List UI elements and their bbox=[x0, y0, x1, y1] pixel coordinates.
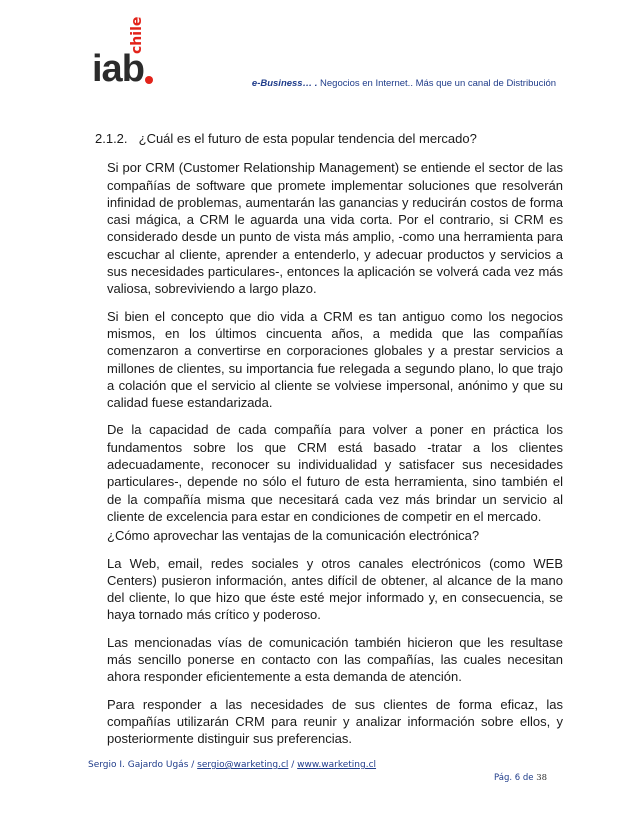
logo-text: iab bbox=[92, 48, 144, 90]
paragraph: Si por CRM (Customer Relationship Management) se entiende el sector de las compañías de software que promete implementar soluciones que resolverán infinidad de problemas, aumentarán las ganancias y reducirán costos de forma casi mágica, a CRM le aguarda una vida corta. Por el contrario, si CRM es considerado desde un punto de vista más amplio, -como una herramienta para escuchar al cliente, aprender a entenderlo, y adecuar productos y servicios a sus necesidades particulares-, entonces la aplicación se volverá cada vez más valiosa, sobreviviendo a largo plazo. bbox=[107, 160, 563, 297]
header-rest: Negocios en Internet.. Más que un canal de Distribución bbox=[317, 78, 557, 89]
logo-suffix: chile bbox=[129, 16, 145, 54]
paragraph: De la capacidad de cada compañía para volver a poner en práctica los fundamentos sobre los que CRM está basado -tratar a los clientes adecuadamente, reconocer su individualidad y satisfacer sus necesidades particulares-, depende no sólo el futuro de esta herramienta, sino también el de la compañía misma que necesitará cada vez más brindar un servicio al cliente de excelencia para estar en condiciones de competir en el mercado. bbox=[107, 422, 563, 524]
page-total: 38 bbox=[536, 773, 548, 783]
section-number: 2.1.2. bbox=[95, 131, 128, 146]
section-heading bbox=[95, 130, 563, 147]
page-label: Pág. 6 de bbox=[494, 773, 537, 783]
page-number bbox=[494, 773, 547, 783]
section-title: ¿Cuál es el futuro de esta popular tendencia del mercado? bbox=[138, 131, 477, 146]
document-body bbox=[95, 130, 563, 758]
footer-separator: / bbox=[288, 760, 298, 770]
footer-website-link[interactable]: www.warketing.cl bbox=[297, 760, 377, 770]
header-bold: e-Business… . bbox=[251, 78, 318, 89]
subheading-question: ¿Cómo aprovechar las ventajas de la comunicación electrónica? bbox=[107, 528, 480, 544]
footer-author: Sergio I. Gajardo Ugás / bbox=[88, 760, 198, 770]
paragraph: Para responder a las necesidades de sus clientes de forma eficaz, las compañías utilizarán CRM para reunir y analizar información sobre ellos, y posteriormente distinguir sus preferencias. bbox=[107, 696, 563, 747]
footer-email-link[interactable]: sergio@warketing.cl bbox=[197, 760, 289, 770]
footer bbox=[88, 760, 376, 770]
paragraph: La Web, email, redes sociales y otros canales electrónicos (como WEB Centers) pusieron información, antes difícil de obtener, al alcance de la mano del cliente, lo que hizo que éste esté mejor informado y, en consecuencia, se haya tornado más crítico y poderoso. bbox=[107, 555, 563, 623]
paragraph: Las mencionadas vías de comunicación también hicieron que les resultase más sencillo ponerse en contacto con las compañías, las cuales necesitan ahora responder eficientemente a esta demanda de atención. bbox=[107, 634, 563, 685]
paragraph: Si bien el concepto que dio vida a CRM es tan antiguo como los negocios mismos, en los últimos cincuenta años, a medida que las compañías comenzaron a convertirse en corporaciones globales y a prestar servicios a millones de clientes, su importancia fue relegada a segundo plano, lo que trajo a colación que el servicio al cliente se volviese impersonal, anónimo y que su calidad fuese estandarizada. bbox=[107, 308, 563, 411]
running-header bbox=[0, 78, 638, 89]
